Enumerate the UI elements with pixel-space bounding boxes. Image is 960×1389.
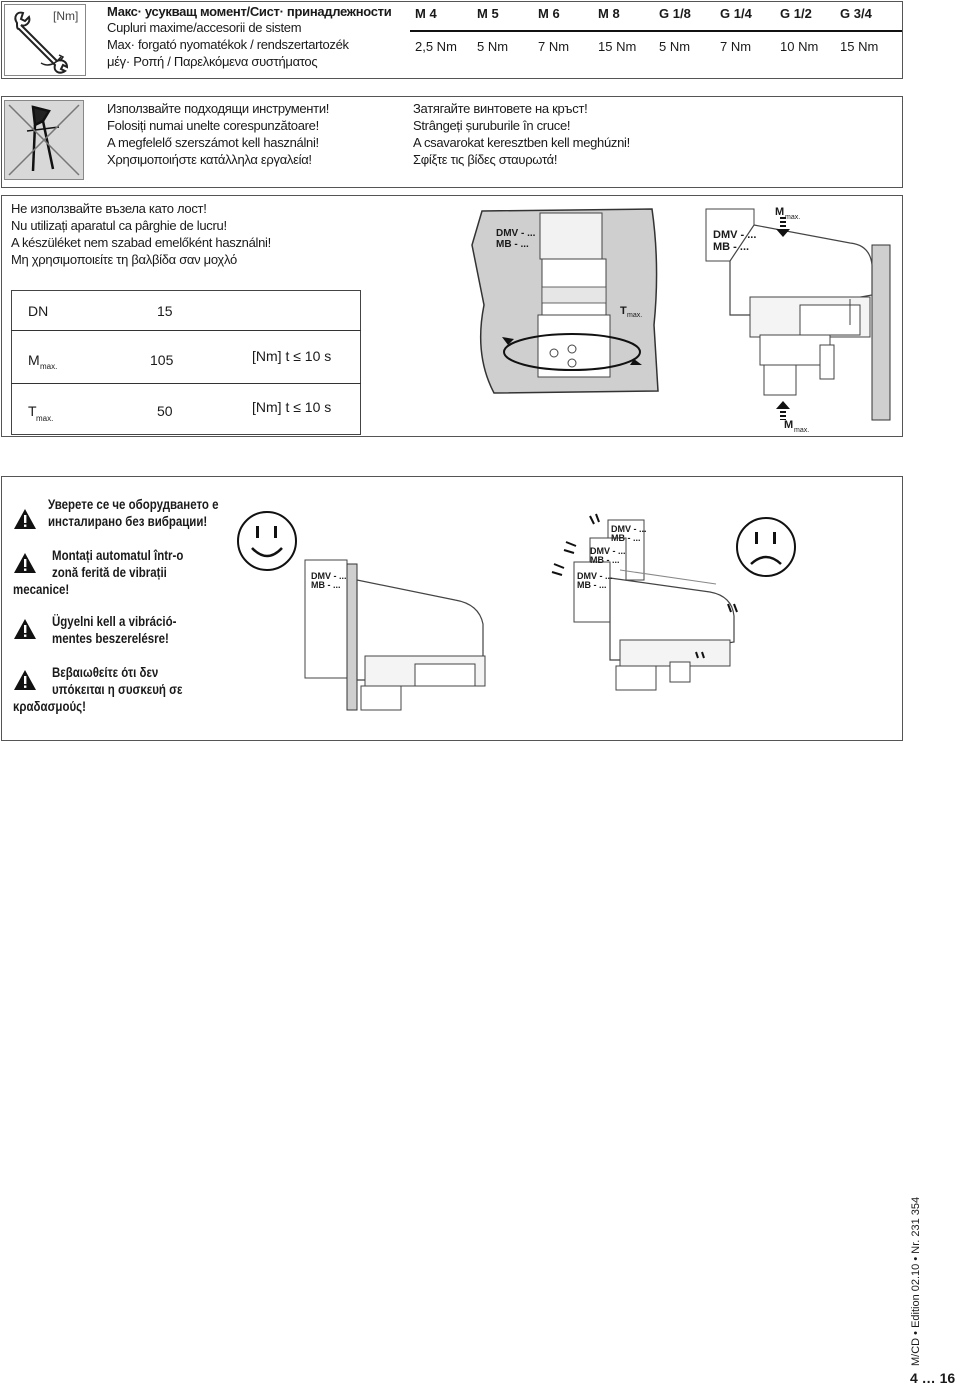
torque-value: 15 Nm [598,39,637,54]
wall-device-label-mb: MB - ... [496,239,529,250]
mmax-bottom-label: M [784,419,794,431]
warning-line: Уверете се че оборудването е [48,496,219,512]
lever-line: Nu utilizați aparatul ca pârghie de lucru! [11,218,227,233]
lever-line: A készüléket nem szabad emelőként használni! [11,235,271,250]
vib-device-label-mb: MB - ... [590,555,620,565]
tmax-arrow-label: T [620,305,627,317]
torque-title-line: Cupluri maxime/accesorii de sistem [107,20,302,35]
tools-line: A megfelelő szerszámot kell használni! [107,135,319,150]
warning-line: mecanice! [13,581,70,597]
warning-line: Βεβαιωθείτε ότι δεν [52,664,159,680]
tools-line: Folosiți numai unelte corespunzătoare! [107,118,319,133]
thread-header: M 5 [477,6,499,21]
thread-header: G 1/8 [659,6,691,21]
warning-line: zonă ferită de vibrații [52,564,167,580]
torque-title-line: μέγ· Ροπή / Παρελκόμενα συστήματος [107,54,318,69]
tmax-arrow-sub: max. [627,312,643,319]
table-row-line [11,383,361,384]
happy-face-icon [236,510,298,572]
mmax-bottom-sub: max. [794,427,810,434]
tools-line: Използвайте подходящи инструменти! [107,101,330,116]
tmax-value: 50 [157,403,173,419]
torque-value: 2,5 Nm [415,39,457,54]
vib-device-label-dmv: DMV - ... [590,546,626,556]
tmax-sub: max. [36,414,54,423]
wall-device-label-dmv: DMV - ... [496,228,536,239]
page-number: 4 … 16 [910,1370,956,1386]
warning-line: Montați automatul într-o [52,547,184,563]
thread-header: M 4 [415,6,437,21]
vib-device-label-mb: MB - ... [611,533,641,543]
mmax-top-sub: max. [785,214,801,221]
mmax-label: M [28,352,40,368]
warning-line: κραδασμούς! [13,698,86,714]
warning-icon [13,508,37,530]
dn-label: DN [28,303,49,319]
mmax-unit: [Nm] t ≤ 10 s [252,348,332,364]
tools-line: Затягайте винтовете на кръст! [413,101,588,116]
warning-icon [13,618,37,640]
table-divider [410,30,902,32]
thread-header: G 1/4 [720,6,752,21]
bending-device-label-dmv: DMV - ... [713,229,757,241]
table-row-line [11,330,361,331]
warning-line: инсталирано без вибрации! [48,513,208,529]
tools-line: Σφίξτε τις βίδες σταυρωτά! [413,152,558,167]
warning-line: υπόκειται η συσκευή σε [52,681,183,697]
vibrating-device-illustration [560,512,760,702]
thread-header: M 8 [598,6,620,21]
torque-value: 10 Nm [780,39,819,54]
warning-line: mentes beszerelésre! [52,630,169,646]
tmax-unit: [Nm] t ≤ 10 s [252,399,332,415]
stable-device-label-mb: MB - ... [311,580,341,590]
wrench-icon-box [4,4,86,76]
thread-header: G 1/2 [780,6,812,21]
edition-info: M/CD • Edition 02.10 • Nr. 231 354 [910,1196,922,1366]
mmax-sub: max. [40,362,58,371]
torque-value: 7 Nm [720,39,752,54]
lever-line: Не използвайте възела като лост! [11,201,207,216]
warning-line: Ügyelni kell a vibráció- [52,613,177,629]
torque-title-line: Макс· усукващ момент/Сист· принадлежности [107,4,392,19]
thread-header: G 3/4 [840,6,872,21]
mmax-value: 105 [150,352,174,368]
bending-device-label-mb: MB - ... [713,241,750,253]
vib-device-label-mb: MB - ... [577,580,607,590]
vib-device-label-dmv: DMV - ... [611,524,647,534]
warning-icon [13,669,37,691]
lever-line: Μη χρησιμοποιείτε τη βαλβίδα σαν μοχλό [11,252,237,267]
torque-value: 15 Nm [840,39,879,54]
wrench-icon [5,5,85,75]
wall-torsion-illustration [462,205,662,395]
pliers-icon-box [4,100,84,180]
thread-header: M 6 [538,6,560,21]
tmax-label: T [28,403,37,419]
torque-title-line: Max· forgató nyomatékok / rendszertartozék [107,37,349,52]
dn-value: 15 [157,303,173,319]
mmax-top-label: M [775,206,785,218]
tools-line: Χρησιμοποιήστε κατάλληλα εργαλεία! [107,152,312,167]
warning-icon [13,552,37,574]
torque-value: 7 Nm [538,39,570,54]
nm-icon-label: [Nm] [53,9,79,23]
torque-value: 5 Nm [477,39,509,54]
tools-line: Strângeți șuruburile în cruce! [413,118,571,133]
stable-device-label-dmv: DMV - ... [311,571,347,581]
pliers-crossed-icon [5,101,83,179]
vib-device-label-dmv: DMV - ... [577,571,613,581]
torque-value: 5 Nm [659,39,691,54]
tools-line: A csavarokat keresztben kell meghúzni! [413,135,630,150]
